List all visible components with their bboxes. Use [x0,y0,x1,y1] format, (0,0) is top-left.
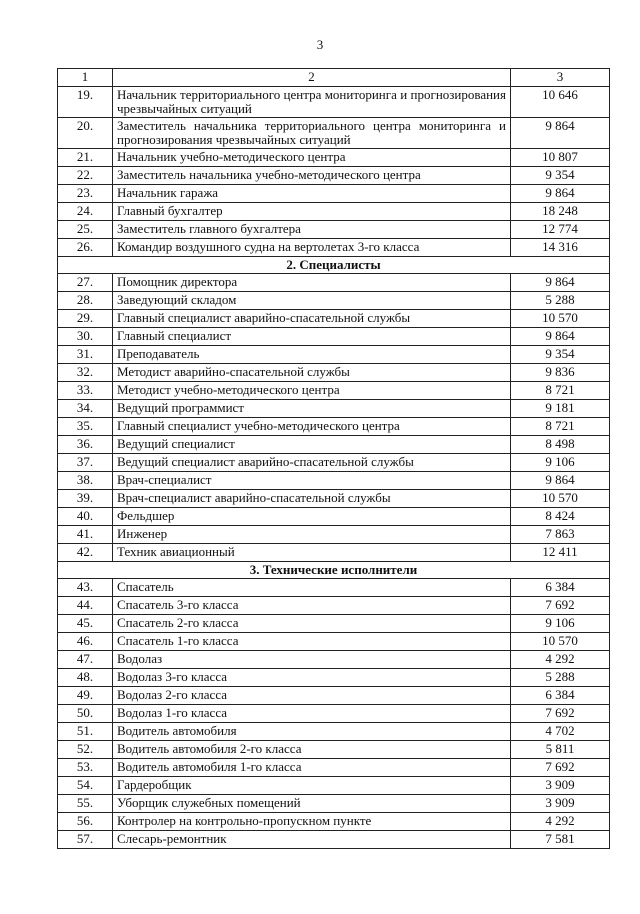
row-salary-value: 5 288 [511,669,610,687]
row-number: 25. [58,221,113,239]
row-salary-value: 3 909 [511,795,610,813]
row-number: 53. [58,759,113,777]
table-row [58,418,610,436]
row-position-name: Начальник территориального центра мониторинга и прогнозирования чрезвычайных ситуаций [113,87,511,118]
row-number: 49. [58,687,113,705]
row-position-name: Спасатель 1-го класса [113,633,511,651]
row-position-name: Заместитель главного бухгалтера [113,221,511,239]
row-number: 57. [58,831,113,849]
table-row [58,472,610,490]
row-number: 20. [58,118,113,149]
table-row [58,579,610,597]
row-salary-value: 9 864 [511,185,610,203]
row-salary-value: 14 316 [511,239,610,257]
row-number: 30. [58,328,113,346]
row-position-name: Водитель автомобиля 2-го класса [113,741,511,759]
table-row [58,221,610,239]
row-number: 38. [58,472,113,490]
table-row [58,526,610,544]
row-position-name: Заведующий складом [113,292,511,310]
row-number: 33. [58,382,113,400]
table-row [58,490,610,508]
row-number: 34. [58,400,113,418]
header-col-1: 1 [58,69,113,87]
row-number: 29. [58,310,113,328]
row-salary-value: 9 836 [511,364,610,382]
row-position-name: Преподаватель [113,346,511,364]
row-number: 32. [58,364,113,382]
table-row [58,615,610,633]
row-position-name: Спасатель 3-го класса [113,597,511,615]
table-row [58,651,610,669]
row-salary-value: 10 570 [511,633,610,651]
row-position-name: Помощник директора [113,274,511,292]
row-number: 54. [58,777,113,795]
row-salary-value: 4 292 [511,813,610,831]
row-number: 48. [58,669,113,687]
header-col-3: 3 [511,69,610,87]
table-row [58,292,610,310]
row-salary-value: 5 811 [511,741,610,759]
table-row [58,795,610,813]
row-salary-value: 10 570 [511,490,610,508]
table-row [58,723,610,741]
row-salary-value: 10 570 [511,310,610,328]
row-position-name: Водолаз [113,651,511,669]
row-number: 19. [58,87,113,118]
row-position-name: Гардеробщик [113,777,511,795]
table-row [58,741,610,759]
row-position-name: Контролер на контрольно-пропускном пункте [113,813,511,831]
row-number: 28. [58,292,113,310]
row-position-name: Фельдшер [113,508,511,526]
row-position-name: Техник авиационный [113,544,511,562]
row-number: 36. [58,436,113,454]
row-number: 24. [58,203,113,221]
section-technical-staff [58,562,610,579]
row-position-name: Водитель автомобиля [113,723,511,741]
table-row [58,508,610,526]
header-col-2: 2 [113,69,511,87]
row-salary-value: 9 354 [511,346,610,364]
table-row [58,777,610,795]
row-salary-value: 12 774 [511,221,610,239]
row-salary-value: 6 384 [511,687,610,705]
row-number: 37. [58,454,113,472]
table-row [58,400,610,418]
row-position-name: Заместитель начальника учебно-методического центра [113,167,511,185]
row-number: 23. [58,185,113,203]
table-row [58,454,610,472]
row-salary-value: 18 248 [511,203,610,221]
row-position-name: Начальник учебно-методического центра [113,149,511,167]
table-row [58,149,610,167]
table-row [58,118,610,149]
row-position-name: Методист аварийно-спасательной службы [113,364,511,382]
row-position-name: Водитель автомобиля 1-го класса [113,759,511,777]
section-specialists [58,257,610,274]
table-row [58,813,610,831]
row-salary-value: 8 721 [511,382,610,400]
table-row [58,687,610,705]
row-number: 50. [58,705,113,723]
row-salary-value: 9 864 [511,328,610,346]
row-salary-value: 6 384 [511,579,610,597]
row-position-name: Инженер [113,526,511,544]
table-row [58,382,610,400]
table-row [58,203,610,221]
table-row [58,669,610,687]
row-position-name: Ведущий специалист аварийно-спасательной службы [113,454,511,472]
row-number: 55. [58,795,113,813]
row-salary-value: 4 702 [511,723,610,741]
row-position-name: Слесарь-ремонтник [113,831,511,849]
row-position-name: Главный специалист аварийно-спасательной службы [113,310,511,328]
row-number: 51. [58,723,113,741]
row-number: 21. [58,149,113,167]
row-number: 45. [58,615,113,633]
row-position-name: Спасатель 2-го класса [113,615,511,633]
row-salary-value: 9 864 [511,274,610,292]
row-salary-value: 5 288 [511,292,610,310]
row-salary-value: 8 498 [511,436,610,454]
section-technical-staff-title: 3. Технические исполнители [58,562,610,579]
row-position-name: Врач-специалист [113,472,511,490]
row-salary-value: 9 106 [511,615,610,633]
row-position-name: Ведущий программист [113,400,511,418]
row-position-name: Водолаз 1-го класса [113,705,511,723]
table-row [58,167,610,185]
section-specialists-title: 2. Специалисты [58,257,610,274]
table-row [58,185,610,203]
row-position-name: Заместитель начальника территориального центра мониторинга и прогнозирования чрезвычайных ситуаций [113,118,511,149]
row-position-name: Главный специалист [113,328,511,346]
row-number: 44. [58,597,113,615]
row-salary-value: 8 721 [511,418,610,436]
table-row [58,705,610,723]
row-salary-value: 9 181 [511,400,610,418]
row-salary-value: 7 863 [511,526,610,544]
row-salary-value: 12 411 [511,544,610,562]
row-number: 31. [58,346,113,364]
row-salary-value: 9 864 [511,472,610,490]
row-salary-value: 10 646 [511,87,610,118]
table-row [58,597,610,615]
table-row [58,436,610,454]
row-salary-value: 9 106 [511,454,610,472]
row-number: 42. [58,544,113,562]
row-salary-value: 4 292 [511,651,610,669]
row-position-name: Водолаз 2-го класса [113,687,511,705]
table-header-row [58,69,610,87]
row-position-name: Главный специалист учебно-методического центра [113,418,511,436]
row-position-name: Спасатель [113,579,511,597]
table-row [58,364,610,382]
table-row [58,544,610,562]
row-salary-value: 8 424 [511,508,610,526]
table-row [58,831,610,849]
row-salary-value: 7 692 [511,705,610,723]
table-row [58,310,610,328]
salary-table [57,68,610,849]
row-number: 46. [58,633,113,651]
row-number: 35. [58,418,113,436]
row-number: 27. [58,274,113,292]
row-salary-value: 9 354 [511,167,610,185]
row-position-name: Главный бухгалтер [113,203,511,221]
row-salary-value: 10 807 [511,149,610,167]
row-salary-value: 3 909 [511,777,610,795]
row-salary-value: 7 692 [511,597,610,615]
table-row [58,328,610,346]
row-position-name: Водолаз 3-го класса [113,669,511,687]
row-position-name: Уборщик служебных помещений [113,795,511,813]
table-row [58,346,610,364]
table-row [58,274,610,292]
row-salary-value: 7 581 [511,831,610,849]
row-number: 39. [58,490,113,508]
row-number: 47. [58,651,113,669]
row-number: 41. [58,526,113,544]
row-position-name: Командир воздушного судна на вертолетах 3-го класса [113,239,511,257]
row-position-name: Ведущий специалист [113,436,511,454]
row-position-name: Начальник гаража [113,185,511,203]
row-number: 52. [58,741,113,759]
page-number: 3 [316,37,324,52]
row-number: 26. [58,239,113,257]
row-number: 22. [58,167,113,185]
row-number: 56. [58,813,113,831]
row-salary-value: 7 692 [511,759,610,777]
row-position-name: Методист учебно-методического центра [113,382,511,400]
table-row [58,759,610,777]
table-row [58,239,610,257]
table-row [58,87,610,118]
row-salary-value: 9 864 [511,118,610,149]
row-number: 43. [58,579,113,597]
row-number: 40. [58,508,113,526]
row-position-name: Врач-специалист аварийно-спасательной службы [113,490,511,508]
table-row [58,633,610,651]
